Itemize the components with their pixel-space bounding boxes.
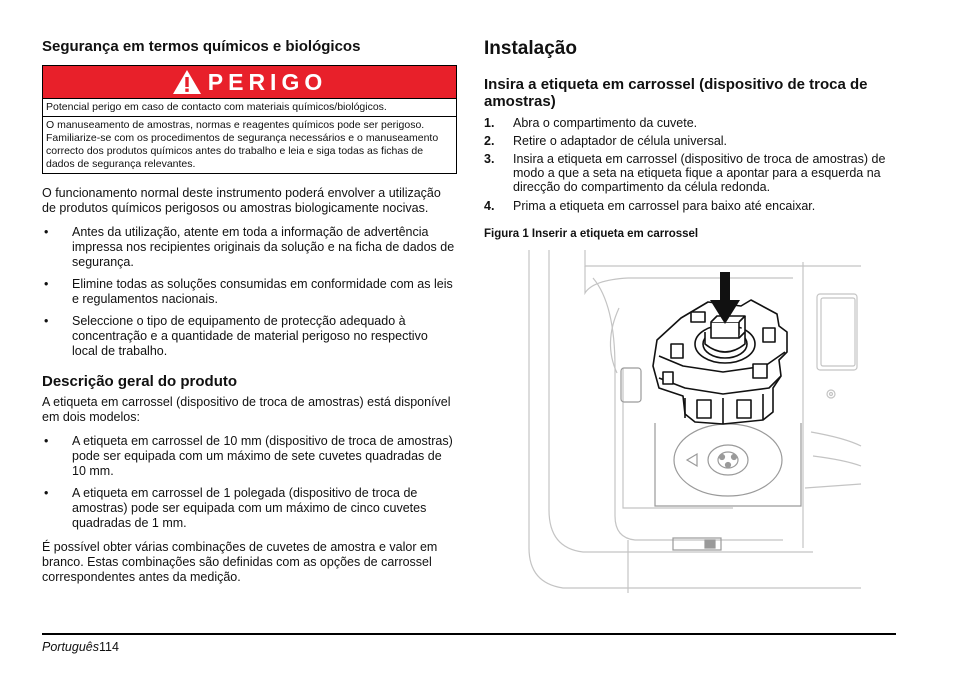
figure-caption: Figura 1 Inserir a etiqueta em carrossel — [484, 228, 699, 240]
left-column — [42, 38, 456, 585]
list-item: • Seleccione o tipo de equipamento de protecção adequado à concentração e a quantidade de material perigoso no respectivo local de trabalho. — [44, 314, 428, 358]
danger-line-2: O manuseamento de amostras, normas e reagentes químicos pode ser perigoso. Familiarize-se com os procedimentos de segurança necessários e o manuseamento correcto dos produtos químicos antes do trabalho e leia e siga todas as fichas de dados de segurança relevantes. — [46, 119, 439, 170]
list-item: • Antes da utilização, atente em toda a informação de advertência impressa nos recipientes originais da solução e na ficha de dados de segurança. — [44, 225, 455, 269]
safety-paragraph: O funcionamento normal deste instrumento poderá envolver a utilização de produtos químicos perigosos ou amostras biologicamente nocivas. — [42, 186, 441, 215]
list-item: • A etiqueta em carrossel de 1 polegada (dispositivo de troca de amostras) pode ser equipada com um máximo de cinco cuvetes quadradas de 1 mm. — [44, 486, 427, 530]
bullet-marker: • — [44, 277, 49, 291]
steps-list — [484, 116, 896, 213]
danger-header — [43, 66, 456, 99]
page-number: 114 — [98, 640, 119, 654]
list-item: • Elimine todas as soluções consumidas em conformidade com as leis e regulamentos nacionais. — [44, 277, 453, 306]
danger-word: PERIGO — [207, 68, 328, 95]
warning-triangle-icon — [172, 69, 202, 95]
step-item: 3. Insira a etiqueta em carrossel (dispositivo de troca de amostras) de modo a que a seta na etiqueta fique a apontar para a esquerda na direcção do compartimento da célula redonda. — [484, 152, 886, 194]
step-item: 1. Abra o compartimento da cuvete. — [484, 116, 698, 130]
danger-line-1: Potencial perigo em caso de contacto com materiais químicos/biológicos. — [43, 99, 456, 117]
bullet-marker: • — [44, 225, 49, 239]
topic-heading: Insira a etiqueta em carrossel (dispositivo de troca de amostras) — [484, 76, 868, 110]
danger-box — [42, 65, 457, 174]
carousel-illustration — [523, 248, 863, 600]
safety-bullet-list — [42, 225, 456, 359]
step-item: 4. Prima a etiqueta em carrossel para baixo até encaixar. — [484, 199, 816, 213]
bullet-marker: • — [44, 434, 49, 448]
step-item: 2. Retire o adaptador de célula universal. — [484, 134, 728, 148]
footer-rule — [42, 633, 896, 635]
overview-heading: Descrição geral do produto — [42, 373, 238, 390]
overview-bullet-list — [42, 434, 456, 531]
overview-paragraph: A etiqueta em carrossel (dispositivo de troca de amostras) está disponível em dois modelos: — [42, 395, 451, 424]
installation-heading: Instalação — [484, 38, 577, 59]
combinations-paragraph: É possível obter várias combinações de cuvetes de amostra e valor em branco. Estas combinações são definidas com as opções de carrossel correspondentes antes da medição. — [42, 540, 438, 584]
footer-language: Português — [42, 640, 99, 654]
bullet-marker: • — [44, 486, 49, 500]
list-item: • A etiqueta em carrossel de 10 mm (dispositivo de troca de amostras) pode ser equipada com um máximo de sete cuvetes quadradas de 10 mm. — [44, 434, 453, 478]
bullet-marker: • — [44, 314, 49, 328]
page-footer — [42, 640, 119, 654]
right-column — [484, 38, 896, 240]
safety-heading: Segurança em termos químicos e biológicos — [42, 38, 361, 55]
